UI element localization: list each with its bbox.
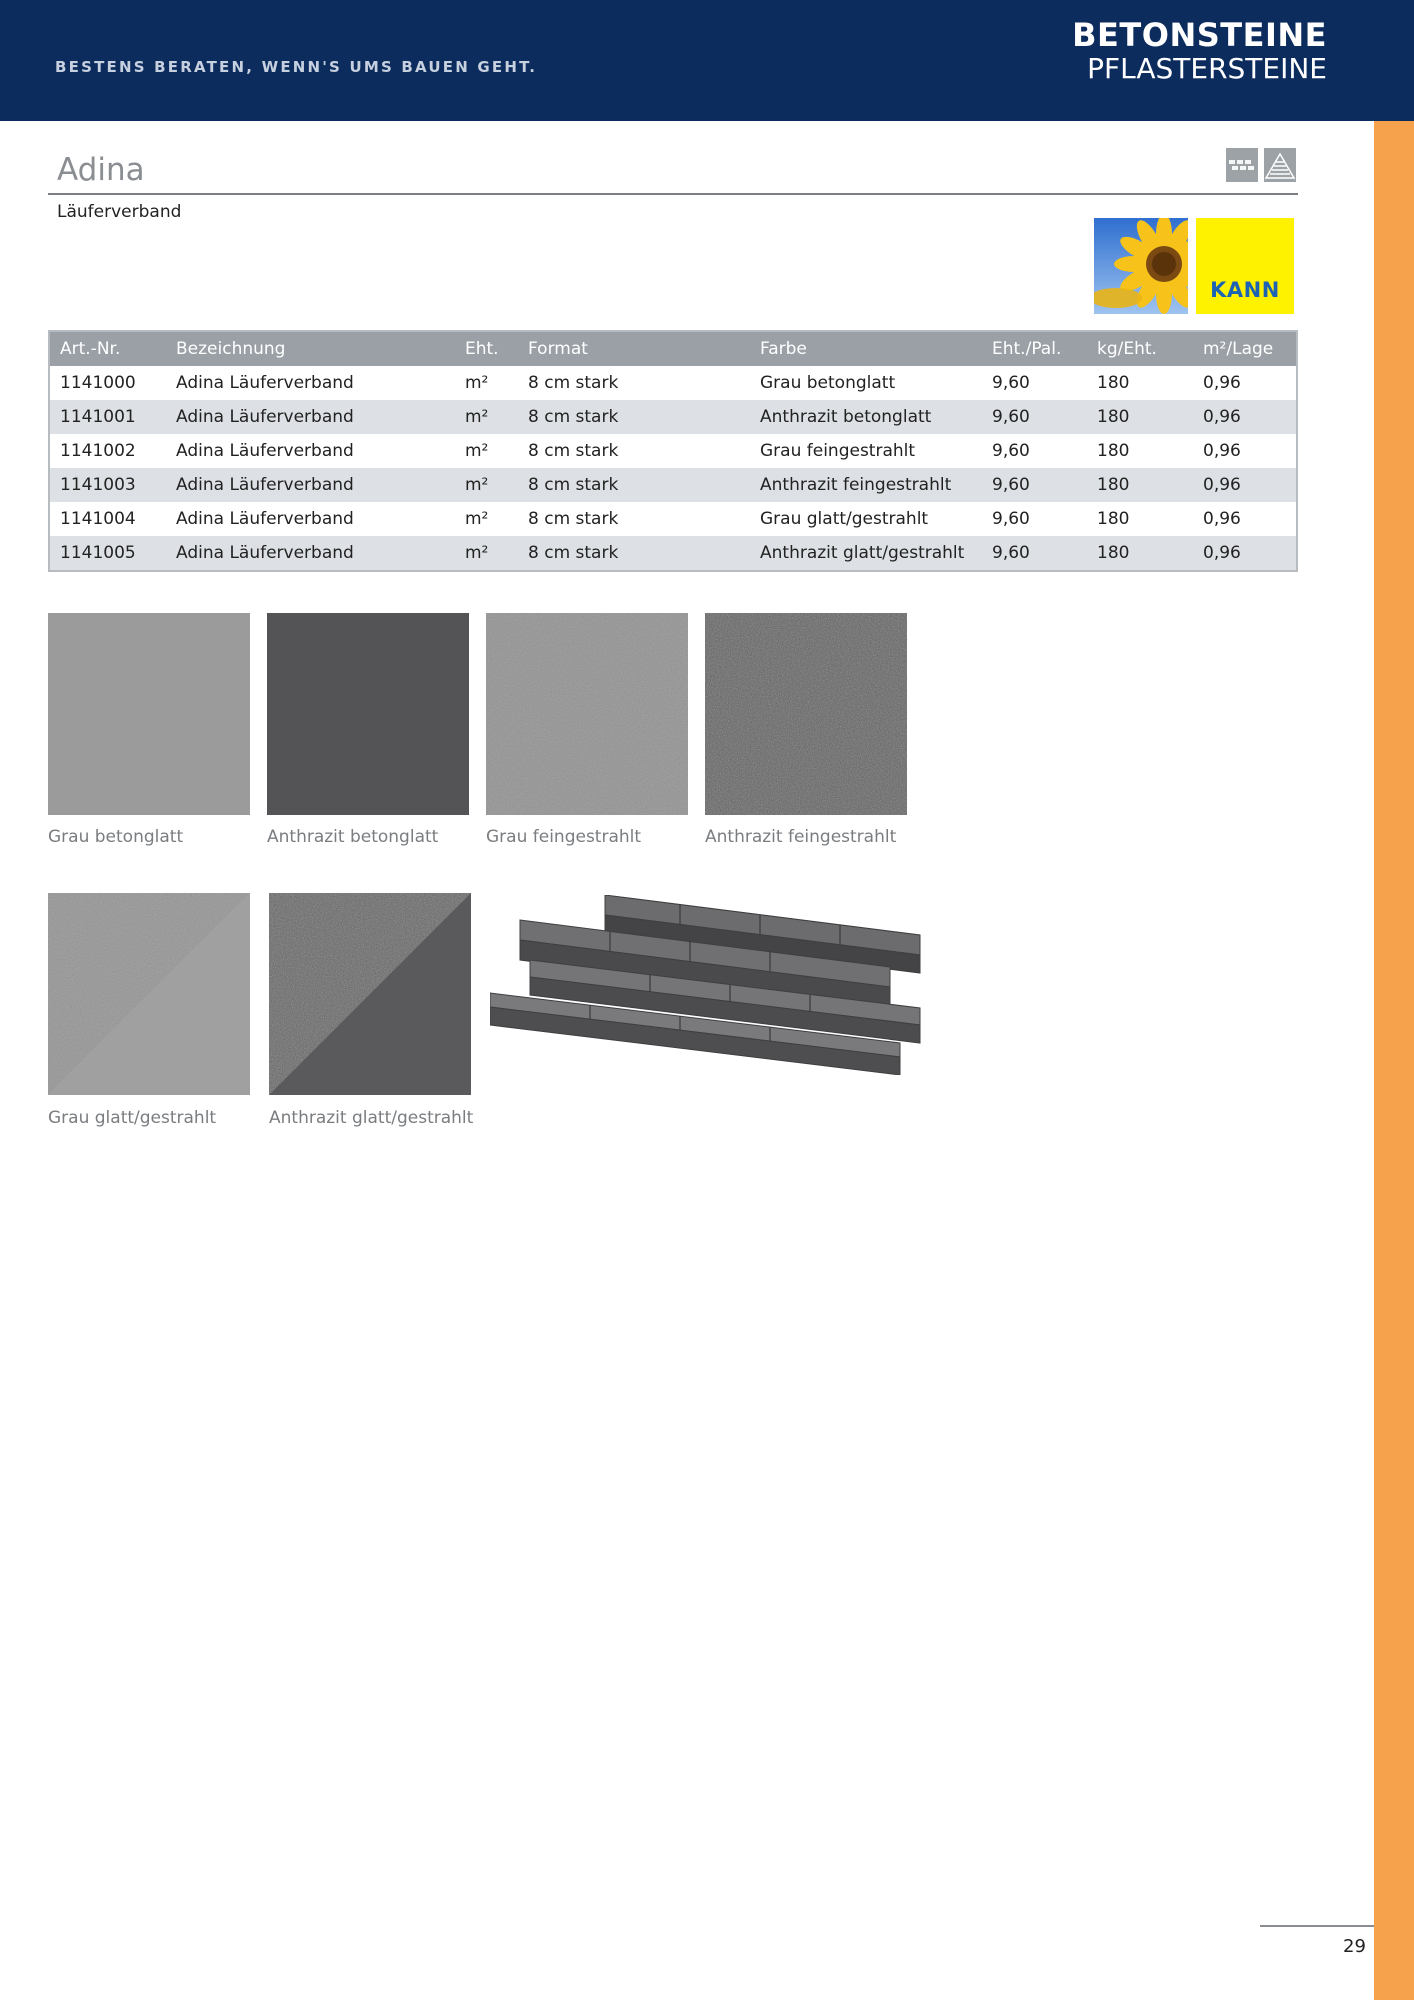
cell-farbe: Grau feingestrahlt [760,441,916,461]
subcategory-title: PFLASTERSTEINE [1087,52,1327,85]
cell-bezeichnung: Adina Läuferverband [166,536,455,571]
cell-art-nr: 1141002 [60,441,136,461]
cell-art-nr: 1141001 [49,400,166,434]
cell-m2-lage: 0,96 [1193,536,1297,571]
cell-m2-lage: 0,96 [1203,509,1241,529]
cell-eht-pal: 9,60 [992,509,1030,529]
cell-farbe: Grau betonglatt [760,373,896,393]
footer-divider [1260,1925,1374,1927]
cell-farbe: Anthrazit feingestrahlt [750,468,982,502]
cell-eht-pal: 9,60 [982,536,1087,571]
cell-kg-eht: 180 [1087,536,1193,571]
cell-eht: m² [465,441,489,461]
cell-kg-eht: 180 [1087,468,1193,502]
swatch-caption: Anthrazit feingestrahlt [705,827,897,847]
product-table [48,330,1298,572]
col-header-m2-lage: m²/Lage [1193,331,1297,366]
cell-format: 8 cm stark [528,373,619,393]
cell-eht-pal: 9,60 [992,373,1030,393]
cell-format: 8 cm stark [518,400,750,434]
col-header-eht: Eht. [455,331,518,366]
cell-farbe: Grau glatt/gestrahlt [760,509,929,529]
cell-bezeichnung: Adina Läuferverband [176,509,354,529]
product-subtitle: Läuferverband [57,202,182,222]
cell-m2-lage: 0,96 [1193,400,1297,434]
page-number: 29 [1343,1936,1366,1957]
cell-kg-eht: 180 [1097,373,1130,393]
sunflower-logo [1094,218,1188,314]
cell-art-nr: 1141000 [60,373,136,393]
paver-laying-pattern-image [490,895,970,1075]
paving-pattern-icon [1226,148,1258,182]
page-header [0,0,1414,121]
category-title: BETONSTEINE [1072,16,1327,54]
title-divider [48,193,1298,195]
product-title: Adina [57,152,145,188]
table-row [49,468,1297,502]
swatch-anthrazit-glatt-gestrahlt [269,893,471,1095]
swatch-grau-feingestrahlt [486,613,688,815]
table-row [49,536,1297,571]
cell-bezeichnung: Adina Läuferverband [166,468,455,502]
swatch-anthrazit-feingestrahlt [705,613,907,815]
cell-eht: m² [455,536,518,571]
cell-format: 8 cm stark [518,468,750,502]
col-header-eht-pal: Eht./Pal. [982,331,1087,366]
swatch-grau-betonglatt [48,613,250,815]
swatch-grau-glatt-gestrahlt [48,893,250,1095]
swatch-caption: Anthrazit betonglatt [267,827,439,847]
cell-farbe: Anthrazit betonglatt [750,400,982,434]
cell-art-nr: 1141005 [49,536,166,571]
cell-kg-eht: 180 [1087,400,1193,434]
swatch-caption: Anthrazit glatt/gestrahlt [269,1108,474,1128]
table-header-row [49,331,1297,366]
col-header-farbe: Farbe [750,331,982,366]
cell-eht: m² [455,400,518,434]
cell-eht: m² [455,468,518,502]
accent-side-bar [1374,121,1414,2000]
table-row [49,502,1297,536]
table-row [49,400,1297,434]
usage-symbols [1226,148,1298,182]
col-header-format: Format [518,331,750,366]
cell-eht-pal: 9,60 [992,441,1030,461]
swatch-caption: Grau glatt/gestrahlt [48,1108,217,1128]
cell-eht-pal: 9,60 [982,468,1087,502]
cell-bezeichnung: Adina Läuferverband [166,400,455,434]
table-row [49,366,1297,400]
cell-kg-eht: 180 [1097,509,1130,529]
table-row [49,434,1297,468]
cell-art-nr: 1141004 [60,509,136,529]
cell-format: 8 cm stark [518,536,750,571]
cell-m2-lage: 0,96 [1203,373,1241,393]
cell-farbe: Anthrazit glatt/gestrahlt [750,536,982,571]
swatch-anthrazit-betonglatt [267,613,469,815]
cell-m2-lage: 0,96 [1203,441,1241,461]
col-header-kg-eht: kg/Eht. [1087,331,1193,366]
driveway-icon [1264,148,1296,182]
cell-m2-lage: 0,96 [1193,468,1297,502]
swatch-caption: Grau feingestrahlt [486,827,642,847]
col-header-art-nr: Art.-Nr. [49,331,166,366]
cell-format: 8 cm stark [528,441,619,461]
cell-eht: m² [465,509,489,529]
kann-logo [1196,218,1294,314]
cell-format: 8 cm stark [528,509,619,529]
cell-bezeichnung: Adina Läuferverband [176,373,354,393]
cell-art-nr: 1141003 [49,468,166,502]
cell-eht-pal: 9,60 [982,400,1087,434]
cell-eht: m² [465,373,489,393]
col-header-bezeichnung: Bezeichnung [166,331,455,366]
swatch-caption: Grau betonglatt [48,827,184,847]
cell-kg-eht: 180 [1097,441,1130,461]
cell-bezeichnung: Adina Läuferverband [176,441,354,461]
header-slogan: BESTENS BERATEN, WENN'S UMS BAUEN GEHT. [55,58,538,76]
kann-logo-text: KANN [1210,278,1280,302]
